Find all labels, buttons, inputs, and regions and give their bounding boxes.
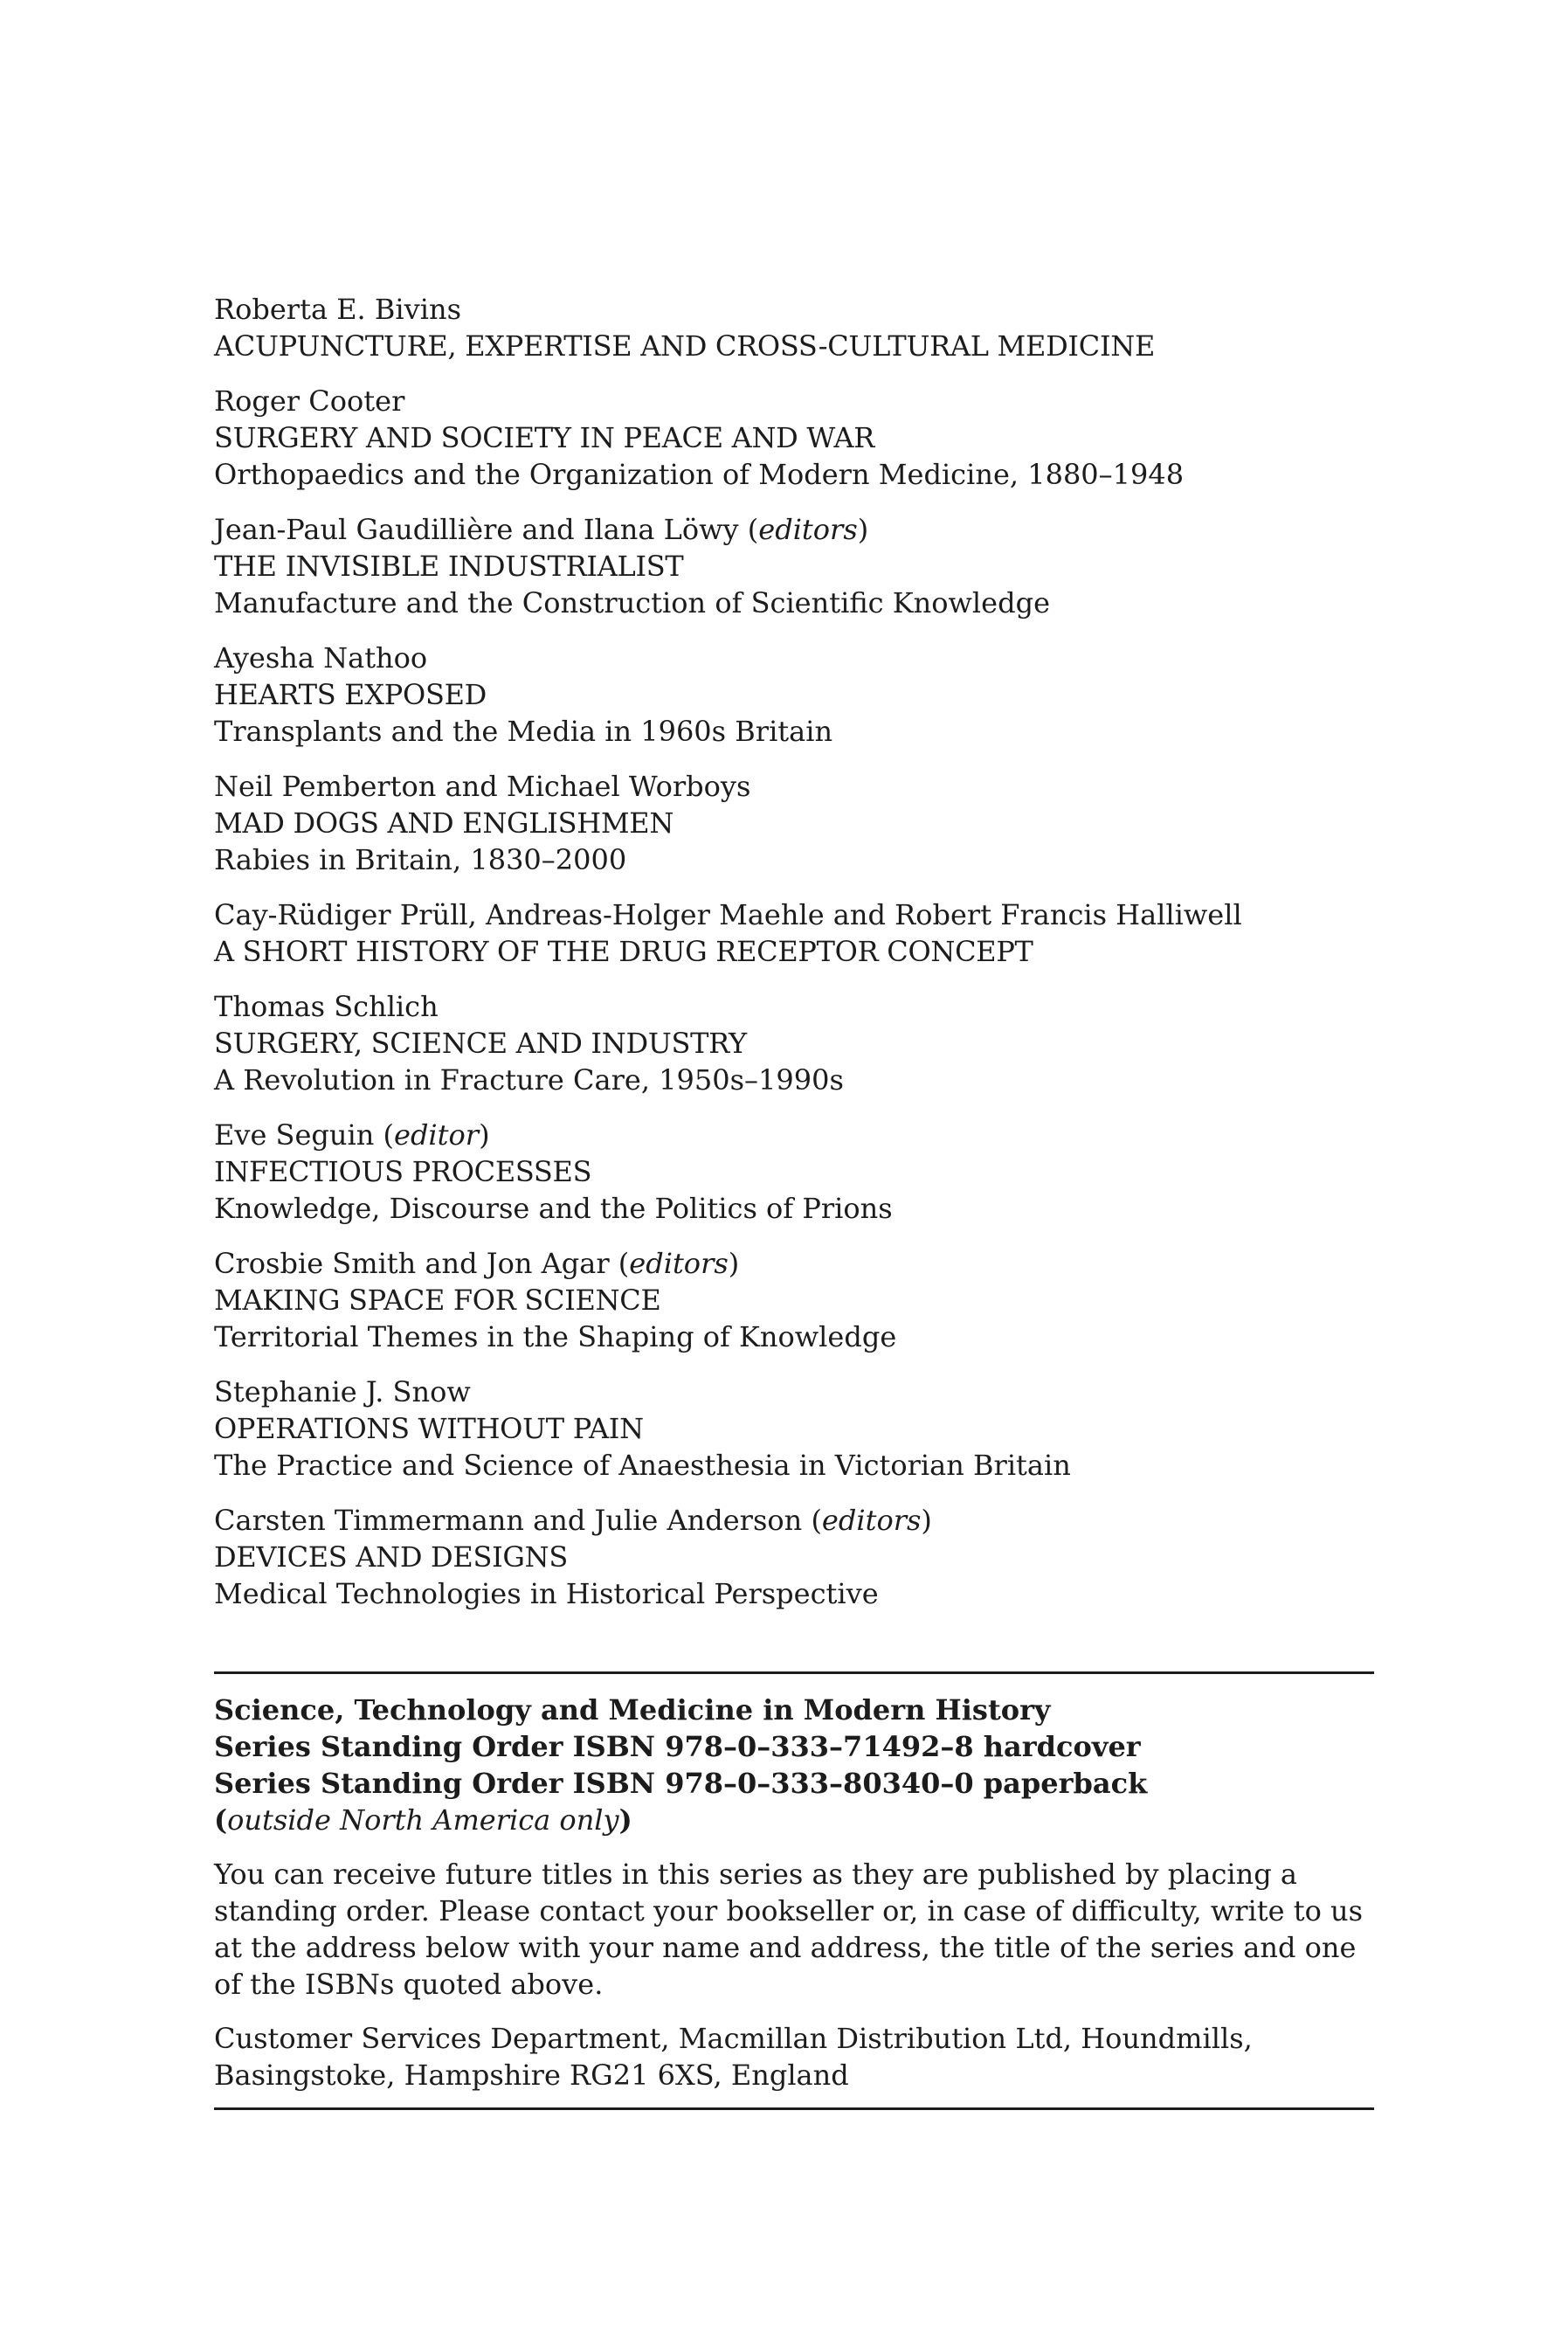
book-author: Stephanie J. Snow	[214, 1375, 471, 1408]
book-entry	[214, 640, 1374, 750]
book-entry	[214, 1117, 1374, 1227]
book-subtitle: The Practice and Science of Anaesthesia in Victorian Britain	[214, 1449, 1071, 1482]
book-subtitle: A Revolution in Fracture Care, 1950s–1990s	[214, 1063, 844, 1097]
book-subtitle: Manufacture and the Construction of Scientific Knowledge	[214, 586, 1050, 619]
series-name: Science, Technology and Medicine in Modern History	[214, 1693, 1051, 1727]
top-divider	[214, 1671, 1374, 1674]
book-list	[214, 291, 1374, 1612]
book-title: INFECTIOUS PROCESSES	[214, 1155, 592, 1188]
editor-note: editors	[629, 1247, 729, 1280]
book-title: THE INVISIBLE INDUSTRIALIST	[214, 550, 684, 583]
editor-note: editors	[821, 1504, 922, 1537]
book-entry	[214, 988, 1374, 1098]
editor-note: editors	[758, 513, 858, 546]
series-header	[214, 1692, 1374, 1838]
book-title: MAD DOGS AND ENGLISHMEN	[214, 806, 674, 840]
series-availability-note: (outside North America only)	[214, 1803, 632, 1837]
book-author: Ayesha Nathoo	[214, 641, 428, 675]
book-entry	[214, 383, 1374, 493]
book-entry	[214, 896, 1374, 970]
book-entry	[214, 768, 1374, 878]
book-list-page	[214, 291, 1374, 2110]
book-entry	[214, 1245, 1374, 1355]
book-entry	[214, 291, 1374, 364]
book-subtitle: Orthopaedics and the Organization of Modern Medicine, 1880–1948	[214, 458, 1185, 491]
book-entry	[214, 511, 1374, 621]
bottom-divider	[214, 2107, 1374, 2110]
book-title: A SHORT HISTORY OF THE DRUG RECEPTOR CONCEPT	[214, 935, 1033, 968]
series-isbn-paperback: Series Standing Order ISBN 978–0–333–80340–0 paperback	[214, 1767, 1148, 1800]
book-title: DEVICES AND DESIGNS	[214, 1540, 569, 1574]
book-title: OPERATIONS WITHOUT PAIN	[214, 1412, 644, 1445]
standing-order-paragraph: You can receive future titles in this series as they are published by placing a standing order. Please contact your bookseller or, in case of difficulty, write to us at the address below with your name and address, the title of the series and one of the ISBNs quoted above.	[214, 1858, 1364, 2001]
book-title: MAKING SPACE FOR SCIENCE	[214, 1284, 661, 1317]
book-author: Crosbie Smith and Jon Agar (editors)	[214, 1247, 740, 1280]
book-author: Roberta E. Bivins	[214, 293, 461, 326]
customer-services-address: Customer Services Department, Macmillan Distribution Ltd, Houndmills, Basingstoke, Hampshire RG21 6XS, England	[214, 2022, 1253, 2092]
book-entry	[214, 1502, 1374, 1612]
editor-note: editor	[394, 1118, 480, 1152]
book-subtitle: Territorial Themes in the Shaping of Knowledge	[214, 1320, 897, 1353]
book-subtitle: Knowledge, Discourse and the Politics of Prions	[214, 1192, 893, 1225]
book-author: Jean-Paul Gaudillière and Ilana Löwy (editors)	[214, 513, 869, 546]
book-author: Eve Seguin (editor)	[214, 1118, 490, 1152]
book-entry	[214, 1374, 1374, 1484]
book-title: ACUPUNCTURE, EXPERTISE AND CROSS-CULTURAL MEDICINE	[214, 329, 1156, 363]
book-author: Thomas Schlich	[214, 990, 439, 1023]
book-title: SURGERY, SCIENCE AND INDUSTRY	[214, 1027, 747, 1060]
series-info-box	[214, 1671, 1374, 2110]
book-subtitle: Medical Technologies in Historical Perspective	[214, 1577, 879, 1610]
series-isbn-hardcover: Series Standing Order ISBN 978–0–333–71492–8 hardcover	[214, 1730, 1141, 1763]
book-title: HEARTS EXPOSED	[214, 678, 487, 711]
book-title: SURGERY AND SOCIETY IN PEACE AND WAR	[214, 421, 874, 454]
book-author: Carsten Timmermann and Julie Anderson (editors)	[214, 1504, 932, 1537]
book-subtitle: Rabies in Britain, 1830–2000	[214, 843, 627, 876]
book-author: Neil Pemberton and Michael Worboys	[214, 770, 751, 803]
series-availability-text: outside North America only	[227, 1803, 619, 1837]
book-subtitle: Transplants and the Media in 1960s Britain	[214, 715, 833, 748]
book-author: Roger Cooter	[214, 384, 405, 418]
book-author: Cay-Rüdiger Prüll, Andreas-Holger Maehle and Robert Francis Halliwell	[214, 898, 1242, 931]
